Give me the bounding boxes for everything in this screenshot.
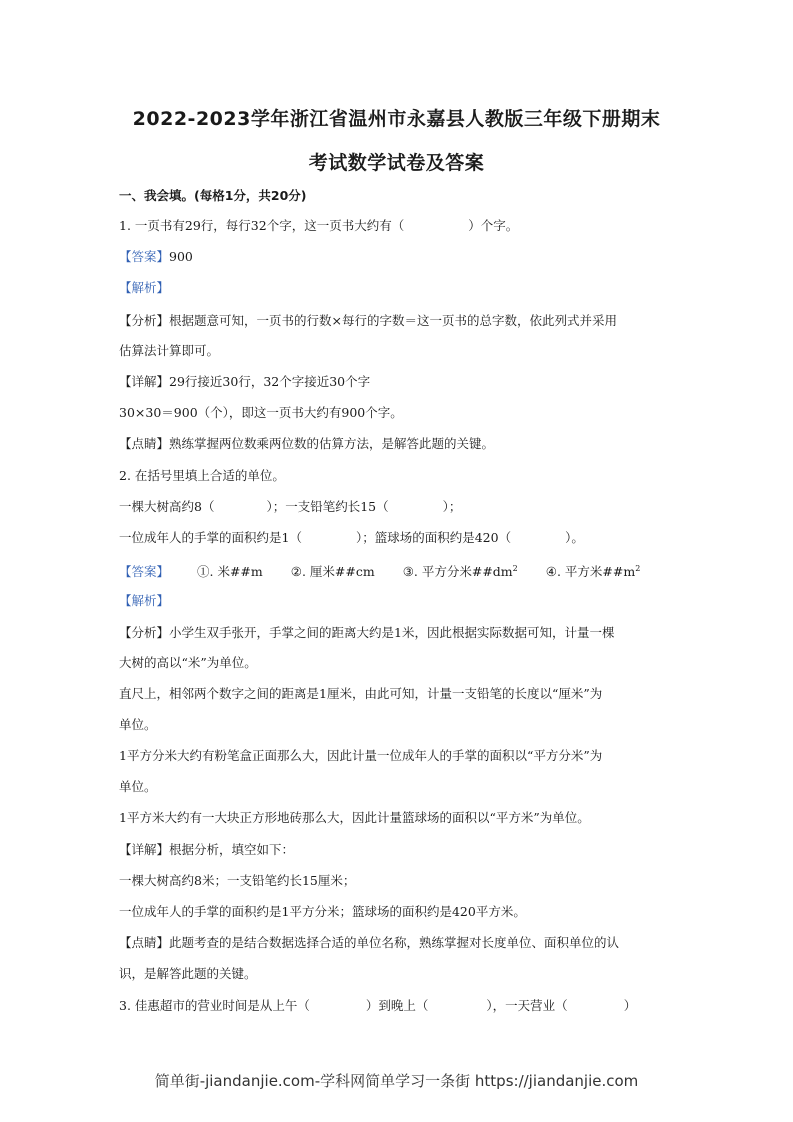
question-2-dianjing: 【点睛】此题考查的是结合数据选择合适的单位名称，熟练掌握对长度单位、面积单位的认	[119, 935, 620, 950]
question-2-fenxi-cont: 1平方分米大约有粉笔盒正面那么大，因此计量一位成年人的手掌的面积以“平方分米”为	[119, 748, 603, 763]
question-2-xiangjie: 【详解】根据分析，填空如下：	[119, 842, 295, 857]
document-title-line1: 2022-2023学年浙江省温州市永嘉县人教版三年级下册期末	[132, 108, 661, 130]
document-title-line2: 考试数学试卷及答案	[308, 152, 485, 174]
question-2-dianjing-cont: 识，是解答此题的关键。	[119, 966, 257, 981]
question-1-dianjing: 【点睛】熟练掌握两位数乘两位数的估算方法，是解答此题的关键。	[119, 436, 495, 451]
question-2-xiangjie-cont: 一位成年人的手掌的面积约是1平方分米；篮球场的面积约是420平方米。	[119, 904, 526, 919]
answer-tag: 【答案】	[119, 564, 170, 580]
question-2-fenxi-cont: 单位。	[119, 779, 157, 794]
question-2-fenxi: 【分析】小学生双手张开，手掌之间的距离大约是1米，因此根据实际数据可知，计量一棵	[119, 625, 615, 640]
analysis-tag: 【解析】	[119, 593, 170, 608]
question-2-fenxi-cont: 直尺上，相邻两个数字之间的距离是1厘米，由此可知，计量一支铅笔的长度以“厘米”为	[119, 686, 603, 701]
answer-tag: 【答案】	[119, 249, 170, 264]
question-1-xiangjie-cont: 30×30＝900（个），即这一页书大约有900个字。	[119, 405, 403, 420]
question-1-stem: 1. 一页书有29行，每行32个字，这一页书大约有（ ）个字。	[119, 218, 519, 233]
question-2-stem: 2. 在括号里填上合适的单位。	[119, 468, 285, 483]
question-2-fenxi-cont: 1平方米大约有一大块正方形地砖那么大，因此计量篮球场的面积以“平方米”为单位。	[119, 810, 590, 825]
question-1-xiangjie: 【详解】29行接近30行，32个字接近30个字	[119, 374, 371, 389]
question-3-stem: 3. 佳惠超市的营业时间是从上午（ ）到晚上（ ），一天营业（ ）	[119, 998, 637, 1013]
question-1-fenxi: 【分析】根据题意可知，一页书的行数×每行的字数＝这一页书的总字数，依此列式并采用	[119, 313, 617, 328]
question-2-line1: 一棵大树高约8（ ）；一支铅笔约长15（ ）；	[119, 499, 462, 514]
question-2-line2: 一位成年人的手掌的面积约是1（ ）；篮球场的面积约是420（ ）。	[119, 530, 584, 545]
section-heading: 一、我会填。(每格1分，共20分)	[119, 188, 307, 203]
question-1-fenxi-cont: 估算法计算即可。	[119, 343, 220, 358]
question-2-xiangjie-cont: 一棵大树高约8米；一支铅笔约长15厘米；	[119, 873, 356, 888]
analysis-tag: 【解析】	[119, 280, 170, 295]
question-2-fenxi-cont: 大树的高以“米”为单位。	[119, 655, 257, 670]
page-footer: 简单街-jiandanjie.com-学科网简单学习一条街 https://jiandanjie.com	[154, 1072, 639, 1090]
question-2-fenxi-cont: 单位。	[119, 717, 157, 732]
question-2-answer: 【答案】 ①. 米##m ②. 厘米##cm ③. 平方分米$\#\#dm^2$ ④. 平方米$\#\#m^2$	[119, 564, 641, 580]
question-1-answer: 【答案】900	[119, 249, 193, 264]
